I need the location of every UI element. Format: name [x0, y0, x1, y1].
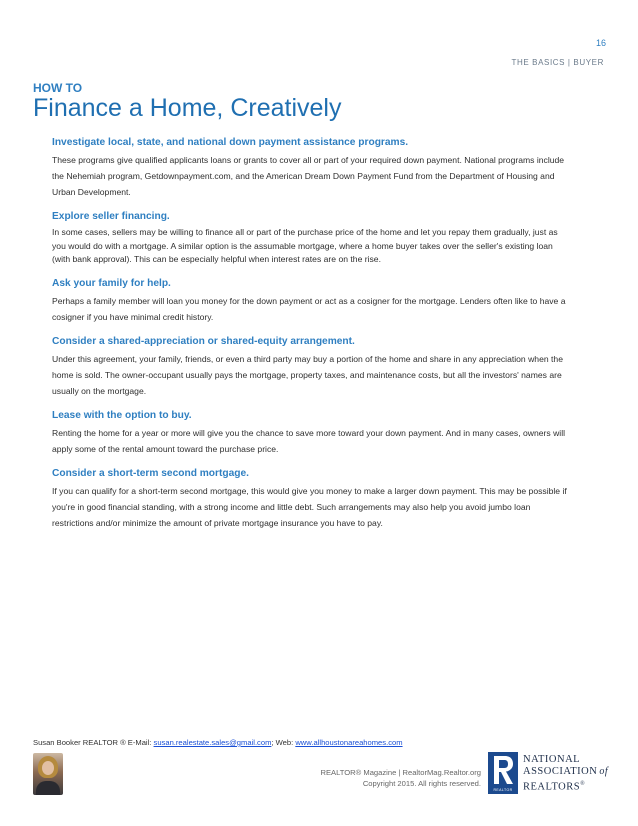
- tip-heading: Explore seller financing.: [52, 211, 170, 222]
- magazine-credit: [321, 767, 482, 789]
- logo-line-national: NATIONAL: [523, 754, 581, 765]
- kicker: HOW TO: [33, 81, 83, 95]
- tip-body: Under this agreement, your family, friends, or even a third party may buy a portion of the home and share in any appreciation when the home is sold. The owner-occupant usually pays the mortgage, property taxes, and maintenance costs, but all the investors' names are usually on the mortgage.: [52, 353, 563, 396]
- tip-item: [52, 335, 572, 399]
- realtor-badge-text: REALTOR: [493, 788, 513, 792]
- email-link[interactable]: susan.realestate.sales@gmail.com: [153, 738, 272, 747]
- page-number: 16: [595, 38, 606, 48]
- website-link[interactable]: www.allhoustonareahomes.com: [295, 738, 403, 747]
- tip-body: If you can qualify for a short-term second mortgage, this would give you money to make a larger down payment. This may be possible if you're in good financial standing, with a strong income and little debt. Such arrangements may also help you avoid jumbo loan restrictions and/or minimize the amount of private mortgage insurance you have to pay.: [52, 485, 567, 528]
- logo-registered-mark: ®: [580, 781, 586, 787]
- tip-item: [52, 467, 572, 531]
- tip-body: In some cases, sellers may be willing to finance all or part of the purchase price of the home and let you repay them gradually, just as you would do with a mortgage. A similar option is the assumable mortgage, where a home buyer takes over the seller's existing loan (with bank approval). This can be especially helpful when interest rates are on the rise.: [52, 227, 558, 264]
- web-prefix: ; Web:: [271, 738, 296, 747]
- contact-prefix: Susan Booker REALTOR ® E-Mail:: [33, 738, 154, 747]
- logo-line-realtors: REALTORS: [523, 781, 581, 793]
- page-title: Finance a Home, Creatively: [33, 94, 342, 122]
- tip-heading: Consider a short-term second mortgage.: [52, 467, 249, 479]
- tip-body: Perhaps a family member will loan you money for the down payment or act as a cosigner for the mortgage. Lenders often like to have a cosigner if you have minimal credit history.: [52, 295, 566, 322]
- realtor-r-icon: [488, 752, 518, 794]
- tip-body: These programs give qualified applicants loans or grants to cover all or part of your required down payment. National programs include the Nehemiah program, Getdownpayment.com, and the American Dream Down Payment Fund from the Department of Housing and Urban Development.: [52, 155, 565, 197]
- copyright-line: Copyright 2015. All rights reserved.: [362, 779, 481, 788]
- tip-item: [52, 277, 572, 325]
- nar-logo: [488, 752, 609, 794]
- tip-item: [52, 210, 572, 267]
- logo-of: of: [599, 766, 609, 777]
- tip-body: Renting the home for a year or more will give you the chance to save more toward your down payment. And in many cases, owners will apply some of the rental amount toward the purchase price.: [52, 427, 566, 454]
- credit-line: REALTOR® Magazine | RealtorMag.Realtor.org: [320, 768, 481, 777]
- agent-photo: [33, 753, 63, 795]
- tip-heading: Investigate local, state, and national down payment assistance programs.: [52, 137, 409, 148]
- agent-contact: [33, 738, 403, 747]
- tip-item: [52, 136, 572, 200]
- tip-item: [52, 409, 572, 457]
- tip-heading: Ask your family for help.: [52, 277, 171, 289]
- tip-heading: Consider a shared-appreciation or shared-equity arrangement.: [52, 335, 355, 347]
- section-tag: THE BASICS | BUYER: [511, 58, 604, 67]
- logo-line-association: ASSOCIATION: [523, 766, 598, 777]
- tips-list: [52, 136, 572, 541]
- tip-heading: Lease with the option to buy.: [52, 409, 192, 421]
